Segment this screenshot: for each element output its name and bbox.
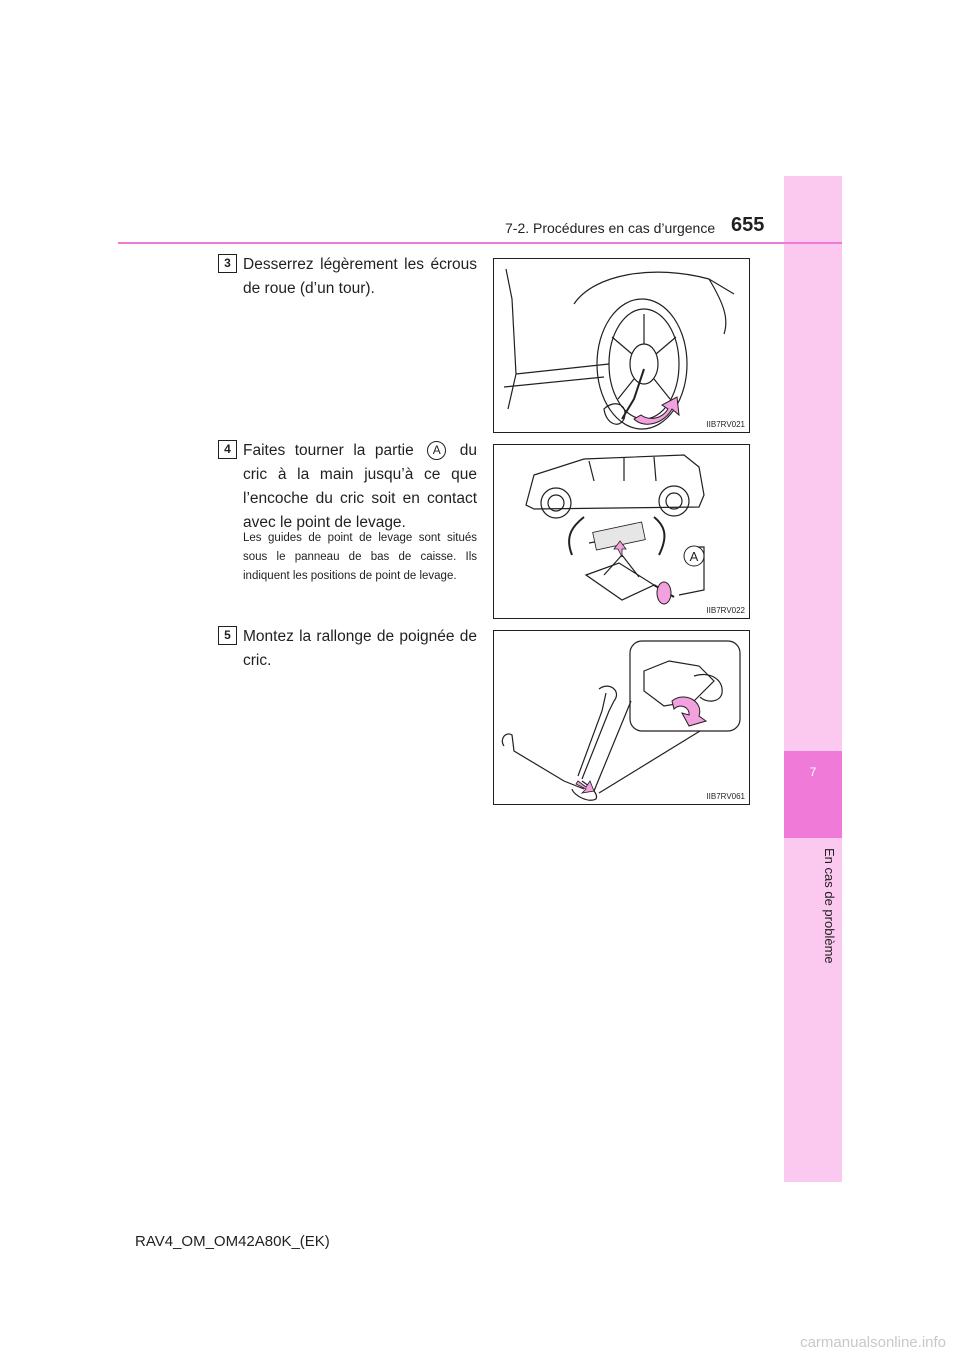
- page-number: 655: [731, 214, 765, 236]
- jack-illustration: [494, 445, 749, 618]
- watermark[interactable]: [0, 1334, 960, 1358]
- step-4-badge: 4: [218, 440, 237, 459]
- rotation-arrow-icon: [634, 397, 679, 424]
- step-3-badge: 3: [218, 254, 237, 273]
- chapter-title: En cas de problème: [822, 848, 837, 964]
- chapter-number: 7: [809, 765, 817, 779]
- figure-code: IIB7RV022: [706, 606, 745, 615]
- figure-callout-a: A: [689, 549, 699, 564]
- jack-handle-illustration: [494, 631, 749, 804]
- step-5-badge: 5: [218, 626, 237, 645]
- wheel-nut-illustration: [494, 259, 749, 432]
- figure-code: IIB7RV021: [706, 420, 745, 429]
- step-3-text: Desserrez légèrement les écrous de roue (d’un tour).: [243, 256, 477, 297]
- watermark-text[interactable]: carmanualsonline.info: [800, 1334, 946, 1351]
- step-5-text: Montez la rallonge de poignée de cric.: [243, 628, 477, 669]
- header-rule: [118, 242, 842, 244]
- figure-jack-raise: [493, 444, 750, 619]
- step-4-note: Les guides de point de levage sont situés sous le panneau de bas de caisse. Ils indiquent les positions de point de levage.: [243, 532, 477, 582]
- step-4-text-before: Faites tourner la partie: [243, 442, 414, 459]
- footer-document-code: RAV4_OM_OM42A80K_(EK): [135, 1233, 330, 1250]
- step-4-text-after: du cric à la main jusqu’à ce que l’encoche du cric soit en contact avec le point de levage.: [243, 442, 478, 531]
- section-title: 7-2. Procédures en cas d’urgence: [505, 220, 716, 236]
- rotation-arrow-icon: [657, 582, 671, 604]
- rotation-arrow-icon: [672, 697, 706, 726]
- step-4-text: [243, 439, 477, 535]
- callout-a-inline: A: [427, 441, 446, 460]
- figure-wheel-nuts: [493, 258, 750, 433]
- figure-code: IIB7RV061: [706, 792, 745, 801]
- figure-jack-handle: [493, 630, 750, 805]
